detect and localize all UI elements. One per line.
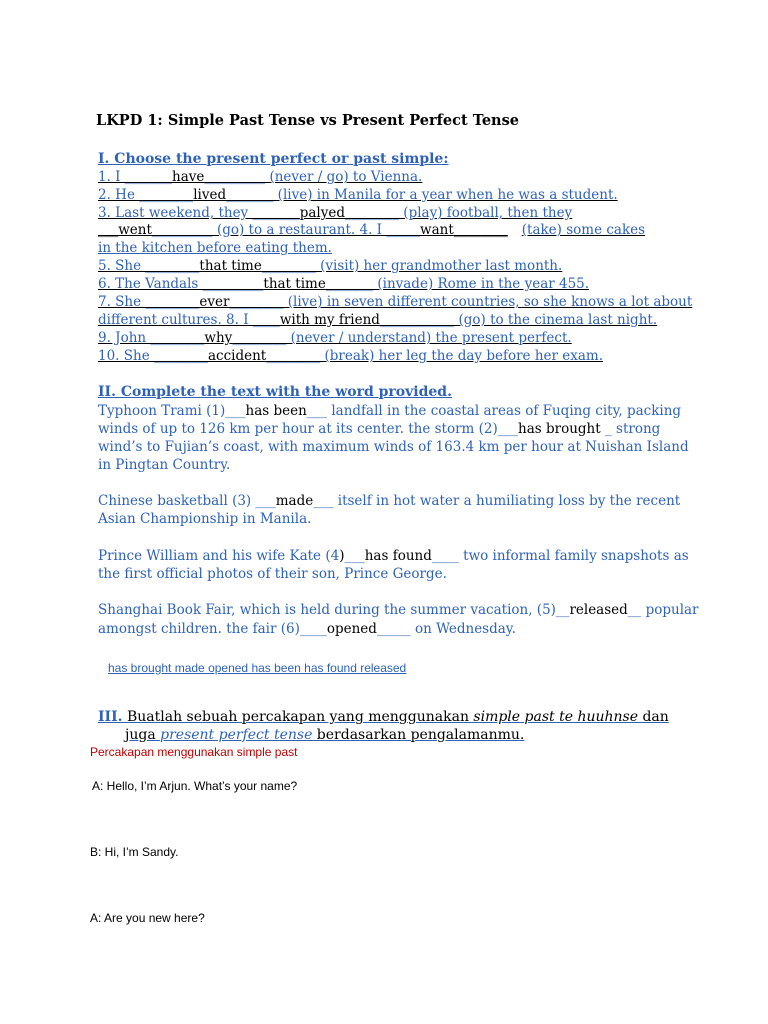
exercise-6: 6. The Vandals _________that time_______ (invade) Rome in the year 455. bbox=[98, 276, 590, 292]
dialog-line-a1: A: Hello, I’m Arjun. What’s your name? bbox=[92, 779, 298, 793]
dialog-line-a2: A: Are you new here? bbox=[90, 911, 205, 925]
text-3-line-1: Prince William and his wife Kate (4)___has found____ two informal family snapshots as bbox=[98, 548, 689, 564]
exercise-7: 7. She ________ever________ (live) in seven different countries, so she knows a lot about bbox=[98, 294, 693, 310]
text-1-line-1: Typhoon Trami (1)___has been___ landfall in the coastal areas of Fuqing city, packing bbox=[98, 403, 682, 419]
section-2-heading: II. Complete the text with the word provided. bbox=[98, 384, 452, 400]
text-1-line-2: winds of up to 126 km per hour at its center. the storm (2)___has brought _ strong bbox=[98, 421, 661, 437]
page-title: LKPD 1: Simple Past Tense vs Present Perfect Tense bbox=[96, 112, 519, 129]
dialog-subtitle: Percakapan menggunakan simple past bbox=[90, 745, 298, 759]
exercise-4-cont: in the kitchen before eating them. bbox=[98, 240, 332, 256]
word-list: has brought made opened has been has found released bbox=[108, 661, 407, 675]
exercise-10: 10. She ________accident________ (break) her leg the day before her exam. bbox=[98, 348, 604, 364]
text-2-line-2: Asian Championship in Manila. bbox=[98, 511, 312, 527]
dialog-line-b1: B: Hi, I’m Sandy. bbox=[90, 845, 179, 859]
text-2-line-1: Chinese basketball (3) ___made___ itself in hot water a humiliating loss by the recent bbox=[98, 493, 681, 509]
exercise-3-4: ___went_________ (go) to a restaurant. 4. I _____want________ (take) some cakes bbox=[98, 222, 646, 238]
exercise-9: 9. John ________why________ (never / understand) the present perfect. bbox=[98, 330, 572, 346]
text-1-line-4: in Pingtan Country. bbox=[98, 457, 231, 473]
section-3-instruction-line-2: juga present perfect tense berdasarkan pengalamanmu. bbox=[125, 727, 525, 743]
text-4-line-2: amongst children. the fair (6)____opened_____ on Wednesday. bbox=[98, 621, 516, 637]
exercise-5: 5. She ________that time________ (visit) her grandmother last month. bbox=[98, 258, 563, 274]
section-1-heading: I. Choose the present perfect or past simple: bbox=[98, 151, 449, 167]
text-4-line-1: Shanghai Book Fair, which is held during the summer vacation, (5)__released__ popular bbox=[98, 602, 699, 618]
exercise-3: 3. Last weekend, they _______palyed________ (play) football, then they bbox=[98, 205, 573, 221]
exercise-2: 2. He ________lived_______ (live) in Manila for a year when he was a student. bbox=[98, 187, 618, 203]
text-3-line-2: the first official photos of their son, Prince George. bbox=[98, 566, 447, 582]
exercise-1: 1. I _______have_________ (never / go) to Vienna. bbox=[98, 169, 423, 185]
text-1-line-3: wind’s to Fujian’s coast, with maximum winds of 163.4 km per hour at Nuishan Island bbox=[98, 439, 689, 455]
exercise-8: different cultures. 8. I ____with my friend___________ (go) to the cinema last night. bbox=[98, 312, 658, 328]
section-3-instruction-line-1: III. Buatlah sebuah percakapan yang menggunakan simple past te huuhnse dan bbox=[98, 709, 669, 725]
